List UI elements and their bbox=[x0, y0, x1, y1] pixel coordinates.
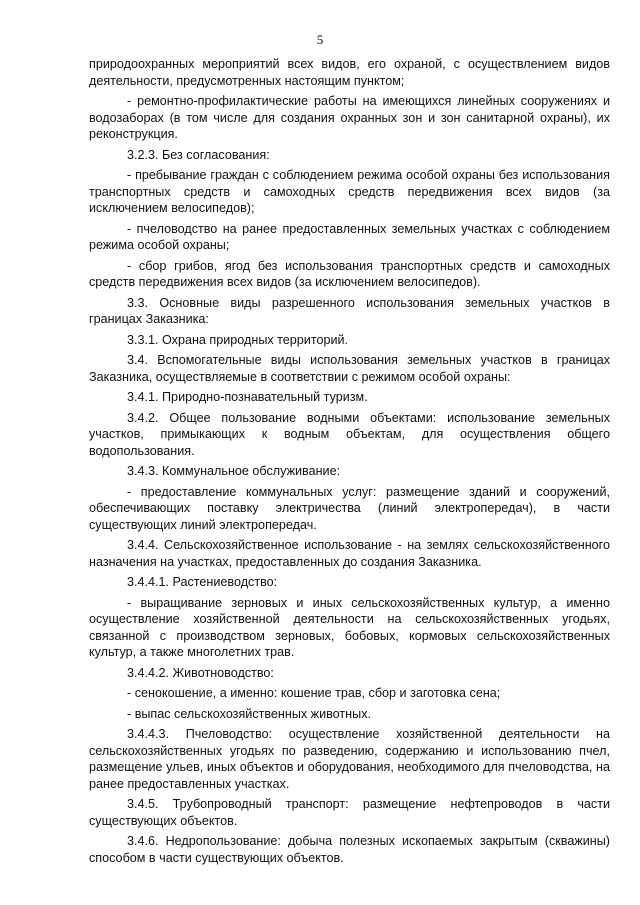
paragraph: 3.4.4.3. Пчеловодство: осуществление хозяйственной деятельности на сельскохозяйственных угодьях по разведению, содержанию и использованию пчел, размещение ульев, иных объектов и оборудования, необходимого для пчеловодства, на ранее предоставленных участках. bbox=[89, 727, 610, 791]
paragraph: - пчеловодство на ранее предоставленных земельных участках с соблюдением режима особой охраны; bbox=[89, 221, 610, 252]
paragraph: 3.4.5. Трубопроводный транспорт: размещение нефтепроводов в части существующих объектов. bbox=[89, 797, 610, 828]
paragraph: 3.4. Вспомогательные виды использования земельных участков в границах Заказника, осуществляемые в соответствии с режимом особой охраны: bbox=[89, 353, 610, 384]
paragraph: - пребывание граждан с соблюдением режима особой охраны без использования транспортных средств и самоходных средств передвижения всех видов (за исключением велосипедов); bbox=[89, 168, 610, 215]
paragraph: 3.4.2. Общее пользование водными объектами: использование земельных участков, примыкающих к водным объектам, для осуществления общего водопользования. bbox=[89, 410, 610, 458]
paragraph: 3.4.4. Сельскохозяйственное использование - на землях сельскохозяйственного назначения на участках, предоставленных до создания Заказника. bbox=[89, 538, 610, 569]
paragraph: - предоставление коммунальных услуг: размещение зданий и сооружений, обеспечивающих поставку электричества (линий электропередач), в части существующих линий электропередач. bbox=[89, 484, 610, 532]
paragraph: 3.3. Основные виды разрешенного использования земельных участков в границах Заказника: bbox=[89, 295, 610, 326]
paragraph: - сенокошение, а именно: кошение трав, сбор и заготовка сена; bbox=[127, 686, 501, 700]
paragraph: 3.3.1. Охрана природных территорий. bbox=[127, 332, 349, 347]
page-number: 5 bbox=[316, 32, 324, 47]
paragraph: - ремонтно-профилактические работы на имеющихся линейных сооружениях и водозаборах (в том числе для создания охранных зон и зон санитарной охраны), их реконструкция. bbox=[89, 94, 610, 141]
paragraph: - выращивание зерновых и иных сельскохозяйственных культур, а именно осуществление хозяйственной деятельности на сельскохозяйственных угодьях, связанной с производством зерновых, бобовых, кормовых сельскохозяйственных культур, а также многолетних трав. bbox=[89, 595, 610, 659]
paragraph: природоохранных мероприятий всех видов, его охраной, с осуществлением видов деятельности, предусмотренных настоящим пунктом; bbox=[89, 57, 610, 88]
paragraph: 3.4.6. Недропользование: добыча полезных ископаемых закрытым (скважины) способом в части существующих объектов. bbox=[89, 834, 610, 865]
section-heading: 3.2.3. Без согласования: bbox=[127, 147, 270, 162]
section-heading: 3.4.4.2. Животноводство: bbox=[127, 665, 274, 680]
paragraph: 3.4.1. Природно-познавательный туризм. bbox=[127, 390, 368, 404]
paragraph: - сбор грибов, ягод без использования транспортных средств и самоходных средств передвижения всех видов (за исключением велосипедов). bbox=[89, 258, 610, 289]
paragraph: - выпас сельскохозяйственных животных. bbox=[127, 706, 371, 721]
section-heading: 3.4.4.1. Растениеводство: bbox=[127, 575, 278, 589]
document-body bbox=[89, 56, 610, 870]
section-heading: 3.4.3. Коммунальное обслуживание: bbox=[127, 464, 341, 478]
